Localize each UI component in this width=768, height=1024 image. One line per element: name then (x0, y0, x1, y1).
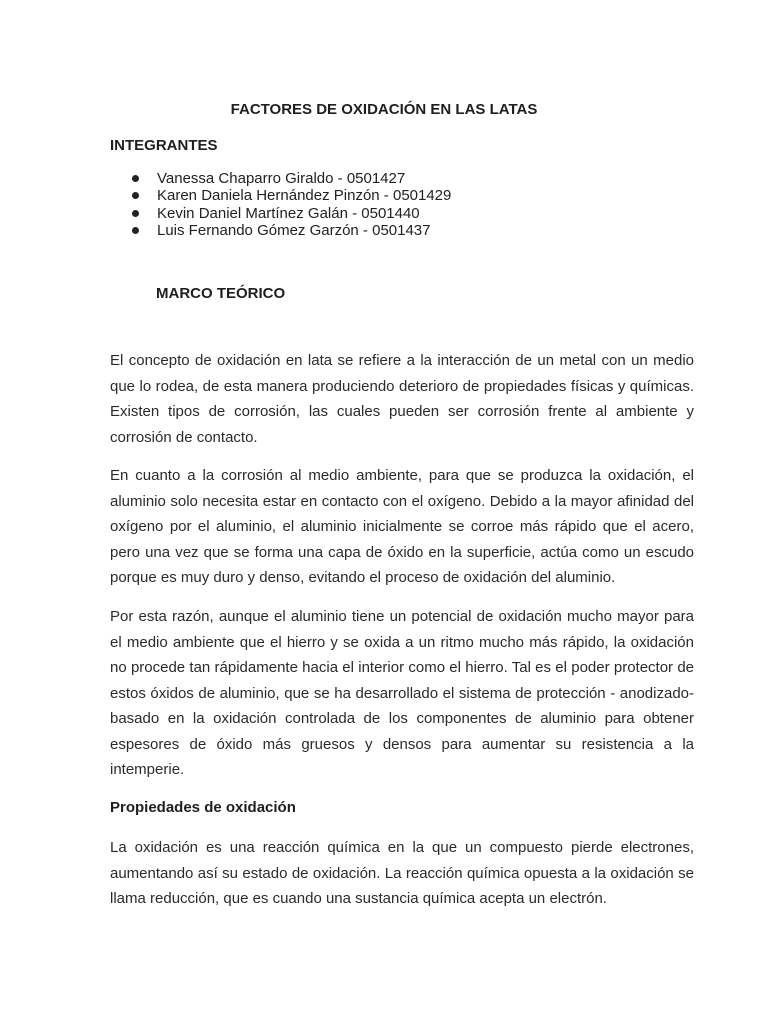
paragraph: En cuanto a la corrosión al medio ambiente, para que se produzca la oxidación, el aluminio solo necesita estar en contacto con el oxígeno. Debido a la mayor afinidad del oxígeno por el aluminio, el aluminio inicialmente se corroe más rápido que el acero, pero una vez que se forma una capa de óxido en la superficie, actúa como un escudo porque es muy duro y denso, evitando el proceso de oxidación del aluminio. (110, 467, 694, 586)
list-item (132, 187, 451, 204)
member-name: Luis Fernando Gómez Garzón - 0501437 (157, 221, 431, 239)
paragraph: Por esta razón, aunque el aluminio tiene un potencial de oxidación mucho mayor para el medio ambiente que el hierro y se oxida a un ritmo mucho más rápido, la oxidación no procede tan rápidamente hacia el interior como el hierro. Tal es el poder protector de estos óxidos de aluminio, que se ha desarrollado el sistema de protección - anodizado- basado en la oxidación controlada de los componentes de aluminio para obtener espesores de óxido más gruesos y densos para aumentar su resistencia a la intemperie. (110, 608, 694, 778)
subsection-heading: Propiedades de oxidación (110, 799, 296, 816)
member-name: Karen Daniela Hernández Pinzón - 0501429 (157, 187, 452, 205)
list-item (132, 170, 451, 187)
section-heading: MARCO TEÓRICO (156, 285, 286, 302)
bullet-icon (132, 175, 139, 182)
list-item (132, 205, 451, 222)
members-list (132, 170, 451, 239)
list-item (132, 222, 451, 239)
bullet-icon (132, 227, 139, 234)
document-title: FACTORES DE OXIDACIÓN EN LAS LATAS (230, 101, 538, 118)
bullet-icon (132, 192, 139, 199)
members-heading: INTEGRANTES (110, 137, 218, 154)
paragraph: El concepto de oxidación en lata se refiere a la interacción de un metal con un medio que lo rodea, de esta manera produciendo deterioro de propiedades físicas y químicas. Existen tipos de corrosión, las cuales pueden ser corrosión frente al ambiente y corrosión de contacto. (110, 352, 694, 446)
bullet-icon (132, 210, 139, 217)
member-name: Vanessa Chaparro Giraldo - 0501427 (157, 170, 406, 187)
paragraph: La oxidación es una reacción química en la que un compuesto pierde electrones, aumentando así su estado de oxidación. La reacción química opuesta a la oxidación se llama reducción, que es cuando una sustancia química acepta un electrón. (110, 839, 694, 907)
member-name: Kevin Daniel Martínez Galán - 0501440 (157, 204, 420, 222)
